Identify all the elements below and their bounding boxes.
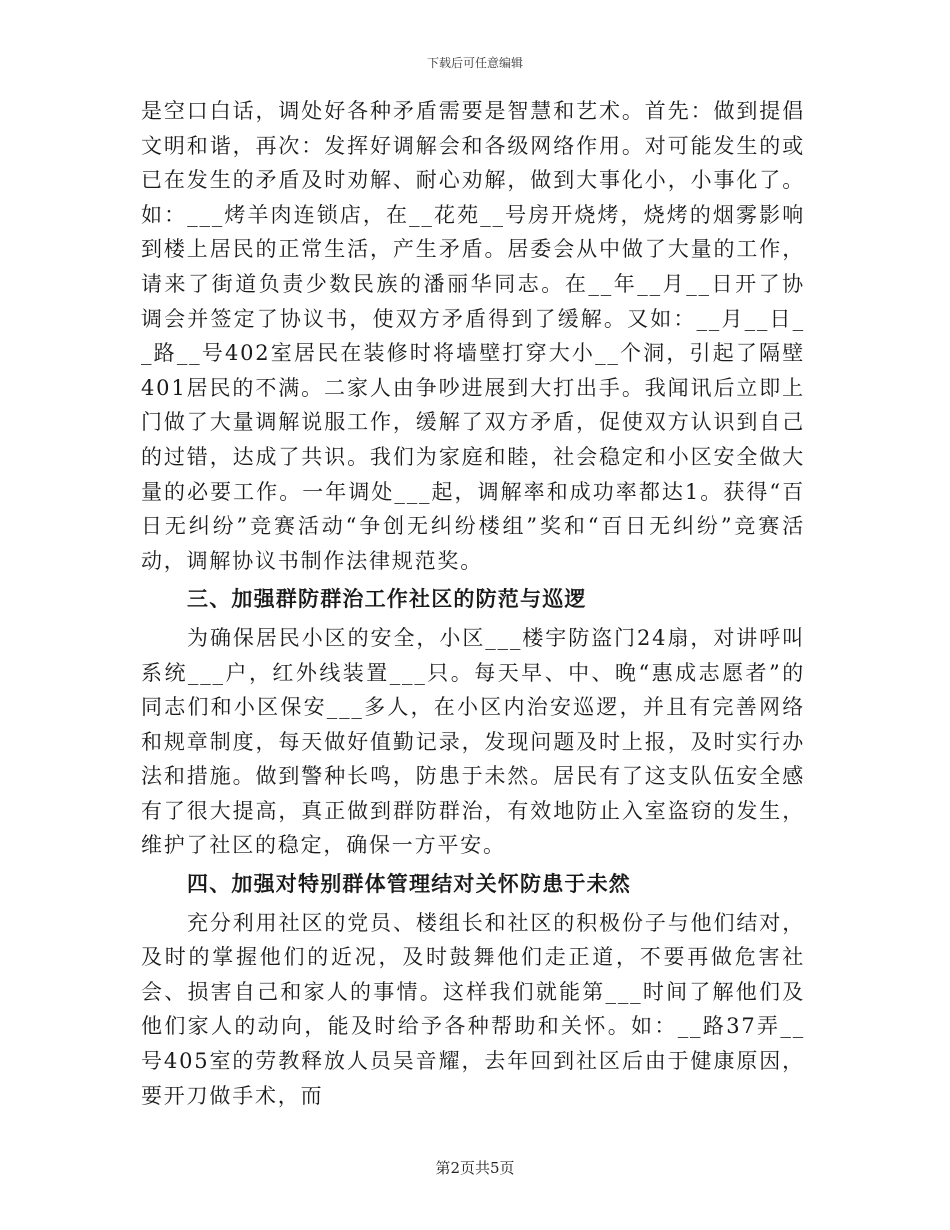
document-body — [141, 94, 805, 1113]
paragraph-security: 为确保居民小区的安全，小区___楼宇防盗门24扇，对讲呼叫系统___户，红外线装置___只。每天早、中、晚“惠成志愿者”的同志们和小区保安___多人，在小区内治安巡逻，并且有完善网络和规章制度，每天做好值勤记录，发现问题及时上报，及时实行办法和措施。做到警种长鸣，防患于未然。居民有了这支队伍安全感有了很大提高，真正做到群防群治，有效地防止入室盗窃的发生，维护了社区的稳定，确保一方平安。 — [141, 625, 805, 858]
page-number: 第2页共5页 — [435, 1159, 515, 1177]
paragraph-mediation: 是空口白话，调处好各种矛盾需要是智慧和艺术。首先：做到提倡文明和谐，再次：发挥好调解会和各级网络作用。对可能发生的或已在发生的矛盾及时劝解、耐心劝解，做到大事化小，小事化了。如：___烤羊肉连锁店，在__花苑__号房开烧烤，烧烤的烟雾影响到楼上居民的正常生活，产生矛盾。居委会从中做了大量的工作，请来了街道负责少数民族的潘丽华同志。在__年__月__日开了协调会并签定了协议书，使双方矛盾得到了缓解。又如：__月__日__路__号402室居民在装修时将墙壁打穿大小__个洞，引起了隔壁401居民的不满。二家人由争吵进展到大打出手。我闻讯后立即上门做了大量调解说服工作，缓解了双方矛盾，促使双方认识到自己的过错，达成了共识。我们为家庭和睦，社会稳定和小区安全做大量的必要工作。一年调处___起，调解率和成功率都达1。获得“百日无纠纷”竞赛活动“争创无纠纷楼组”奖和“百日无纠纷”竞赛活动，调解协议书制作法律规范奖。 — [141, 99, 805, 573]
page-header-note: 下载后可任意编辑 — [426, 56, 523, 70]
section-heading-4: 四、加强对特别群体管理结对关怀防患于未然 — [187, 872, 631, 897]
section-heading-3: 三、加强群防群治工作社区的防范与巡逻 — [187, 587, 587, 612]
paragraph-special-groups: 充分利用社区的党员、楼组长和社区的积极份子与他们结对，及时的掌握他们的近况，及时鼓舞他们走正道，不要再做危害社会、损害自己和家人的事情。这样我们就能第___时间了解他们及他们家人的动向，能及时给予各种帮助和关怀。如：__路37弄__号405室的劳教释放人员吴音耀，去年回到社区后由于健康原因，要开刀做手术，而 — [141, 910, 805, 1108]
